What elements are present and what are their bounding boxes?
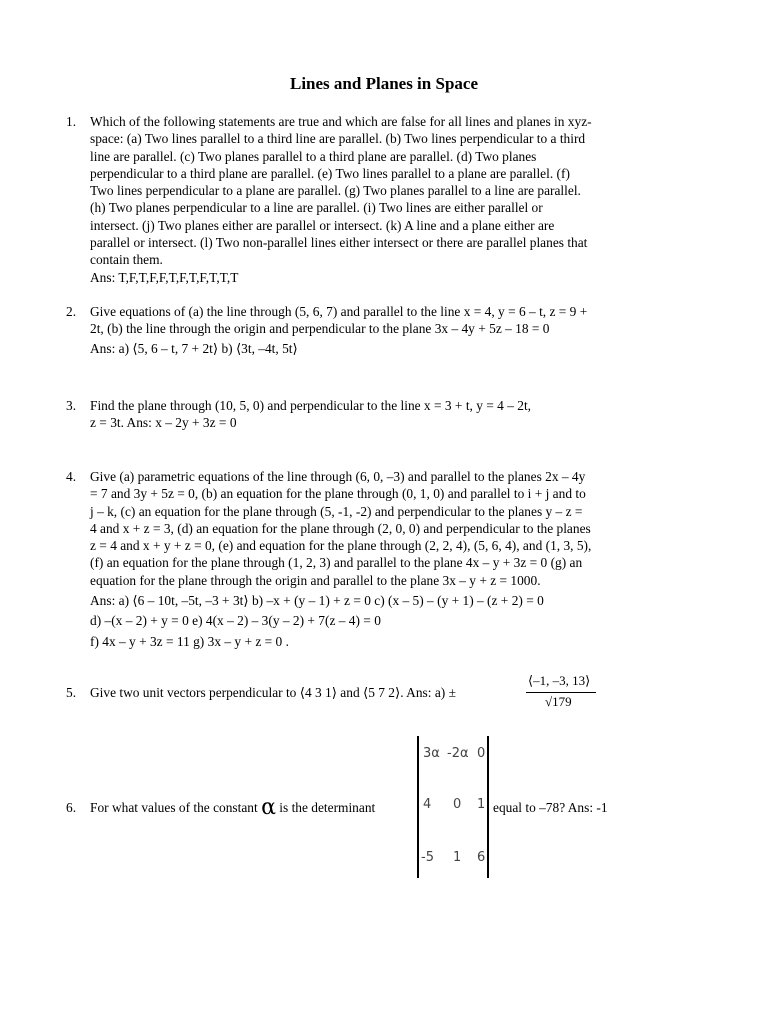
problem-number: 5. <box>66 685 77 700</box>
page-title: Lines and Planes in Space <box>290 74 478 93</box>
problem-text-line: 2t, (b) the line through the origin and perpendicular to the plane 3x – 4y + 5z – 18 = 0 <box>90 321 550 337</box>
problem-text: For what values of the constant <box>90 800 258 815</box>
matrix-cell: 1 <box>477 797 486 812</box>
problem-text-line: (h) Two planes perpendicular to a line are parallel. (i) Two lines are either parallel or <box>90 200 543 216</box>
matrix-cell: 4 <box>423 797 432 812</box>
answer-text: Ans: a) ⟨6 – 10t, –5t, –3 + 3t⟩ b) –x + (y – 1) + z = 0 c) (x – 5) – (y + 1) – (z + 2) = 0 <box>90 593 544 609</box>
problem-text-line: Give two unit vectors perpendicular to ⟨4 3 1⟩ and ⟨5 7 2⟩. Ans: a) ± <box>90 685 456 700</box>
problem-text-line: j – k, (c) an equation for the plane through (5, -1, -2) and perpendicular to the planes y – z = <box>90 503 583 519</box>
problem-text-line: Give (a) parametric equations of the line through (6, 0, –3) and parallel to the planes 2x – 4y <box>90 469 586 484</box>
problem-text-line: intersect. (j) Two planes either are parallel or intersect. (k) A line and a plane either are <box>90 217 555 233</box>
determinant-right-bar <box>487 736 489 878</box>
fraction-numerator: ⟨–1, –3, 13⟩ <box>528 673 591 688</box>
matrix-cell: 0 <box>453 797 462 812</box>
problem-text-line: Find the plane through (10, 5, 0) and perpendicular to the line x = 3 + t, y = 4 – 2t, <box>90 398 532 413</box>
problem-number: 3. <box>66 398 77 413</box>
fraction-denominator: √179 <box>545 694 572 709</box>
matrix-cell: -2α <box>447 746 469 761</box>
problem-text-line: space: (a) Two lines parallel to a third line are parallel. (b) Two lines perpendicular to a third <box>90 131 586 147</box>
problem-text-line: Give equations of (a) the line through (5, 6, 7) and parallel to the line x = 4, y = 6 – t, z = 9 + <box>90 304 588 319</box>
problem-text-line: = 7 and 3y + 5z = 0, (b) an equation for the plane through (0, 1, 0) and parallel to i + j and to <box>90 486 586 502</box>
problem-text-line: z = 4 and x + y + z = 0, (e) and equation for the plane through (2, 2, 4), (5, 6, 4), and (1, 3, 5), <box>90 538 592 554</box>
problem-text-line: 4 and x + z = 3, (d) an equation for the plane through (2, 0, 0) and perpendicular to the planes <box>90 520 591 536</box>
answer-text: Ans: a) ⟨5, 6 – t, 7 + 2t⟩ b) ⟨3t, –4t, 5t⟩ <box>90 340 298 356</box>
answer-text: Ans: T,F,T,F,F,T,F,T,F,T,T,T <box>90 269 239 285</box>
problem-6-continued <box>493 799 673 816</box>
answer-text: f) 4x – y + 3z = 11 g) 3x – y + z = 0 . <box>90 633 289 649</box>
problem-number: 2. <box>66 304 77 319</box>
problem-text-line: (f) an equation for the plane through (1, 2, 3) and parallel to the plane 4x – y + 3z = 0 (g) an <box>90 555 583 571</box>
matrix-cell: 1 <box>453 850 462 865</box>
problem-text-line: equation for the plane through the origin and parallel to the plane 3x – y + z = 1000. <box>90 572 541 588</box>
problem-text-line: contain them. <box>90 252 163 268</box>
problem-number: 4. <box>66 469 77 484</box>
problem-text-line: line are parallel. (c) Two planes parallel to a third plane are parallel. (d) Two planes <box>90 148 537 164</box>
determinant-matrix <box>417 736 489 878</box>
problem-text-line: parallel or intersect. (l) Two non-parallel lines either intersect or there are parallel planes that <box>90 235 588 251</box>
matrix-cell: 3α <box>423 746 440 761</box>
problem-text-line: Which of the following statements are true and which are false for all lines and planes in xyz- <box>90 114 592 129</box>
answer-text: d) –(x – 2) + y = 0 e) 4(x – 2) – 3(y – 2) + 7(z – 4) = 0 <box>90 613 381 629</box>
matrix-cell: 0 <box>477 746 486 761</box>
answer-text: z = 3t. Ans: x – 2y + 3z = 0 <box>90 415 237 431</box>
answer-text: equal to –78? Ans: -1 <box>493 800 608 815</box>
fraction-bar <box>526 692 596 693</box>
problem-number: 6. <box>66 800 77 815</box>
alpha-symbol: α <box>261 795 276 820</box>
matrix-cell: -5 <box>421 850 434 865</box>
problem-text-line: perpendicular to a third plane are parallel. (e) Two lines parallel to a plane are parallel. (f) <box>90 165 570 181</box>
determinant-left-bar <box>417 736 419 878</box>
problem-number: 1. <box>66 114 77 129</box>
problem-text-line: Two lines perpendicular to a plane are parallel. (g) Two planes parallel to a line are parallel. <box>90 183 581 199</box>
matrix-cell: 6 <box>477 850 486 865</box>
problem-text: is the determinant <box>279 800 376 815</box>
